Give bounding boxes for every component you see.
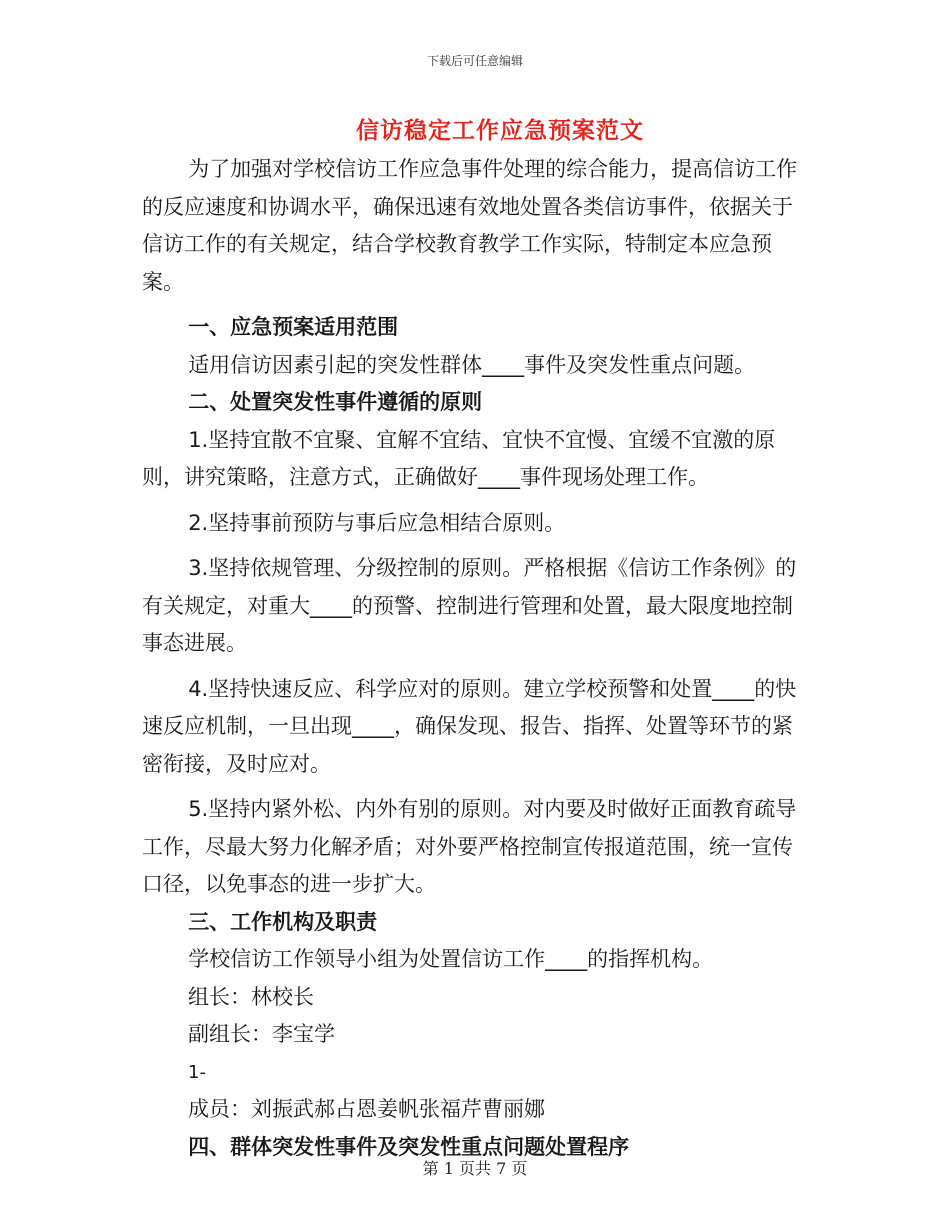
- principle-4: 4.坚持快速反应、科学应对的原则。建立学校预警和处置____的快速反应机制，一旦出现____，确保发现、报告、指挥、处置等环节的紧密衔接，及时应对。: [142, 676, 797, 776]
- section-1-text: 适用信访因素引起的突发性群体____事件及突发性重点问题。: [188, 352, 756, 377]
- leader-line: 组长：林校长: [188, 984, 314, 1009]
- page-header: 下载后可任意编辑: [426, 54, 523, 68]
- section-heading-4: 四、群体突发性事件及突发性重点问题处置程序: [188, 1134, 630, 1159]
- principle-2: 2.坚持事前预防与事后应急相结合原则。: [188, 510, 566, 535]
- principle-1: 1.坚持宜散不宜聚、宜解不宜结、宜快不宜慢、宜缓不宜激的原则，讲究策略，注意方式，正确做好____事件现场处理工作。: [142, 427, 776, 489]
- section-heading-3: 三、工作机构及职责: [188, 909, 378, 934]
- document-title: 信访稳定工作应急预案范文: [356, 117, 644, 144]
- page-mark: 1-: [188, 1061, 206, 1083]
- section-3-text: 学校信访工作领导小组为处置信访工作____的指挥机构。: [188, 947, 714, 971]
- deputy-line: 副组长：李宝学: [188, 1022, 335, 1046]
- document-body: [142, 151, 802, 1166]
- intro-paragraph: 为了加强对学校信访工作应急事件处理的综合能力，提高信访工作的反应速度和协调水平，确保迅速有效地处置各类信访事件，依据关于信访工作的有关规定，结合学校教育教学工作实际，特制定本应急预案。: [142, 157, 798, 294]
- section-heading-1: 一、应急预案适用范围: [188, 315, 399, 339]
- section-heading-2: 二、处置突发性事件遵循的原则: [188, 390, 483, 414]
- members-line: 成员：刘振武郝占恩姜帆张福芹曹丽娜: [188, 1097, 545, 1121]
- page-footer: 第 1 页共 7 页: [422, 1159, 528, 1178]
- principle-5: 5.坚持内紧外松、内外有别的原则。对内要及时做好正面教育疏导工作，尽最大努力化解矛盾；对外要严格控制宣传报道范围，统一宣传口径，以免事态的进一步扩大。: [142, 797, 797, 896]
- principle-3: 3.坚持依规管理、分级控制的原则。严格根据《信访工作条例》的有关规定，对重大____的预警、控制进行管理和处置，最大限度地控制事态进展。: [142, 556, 797, 655]
